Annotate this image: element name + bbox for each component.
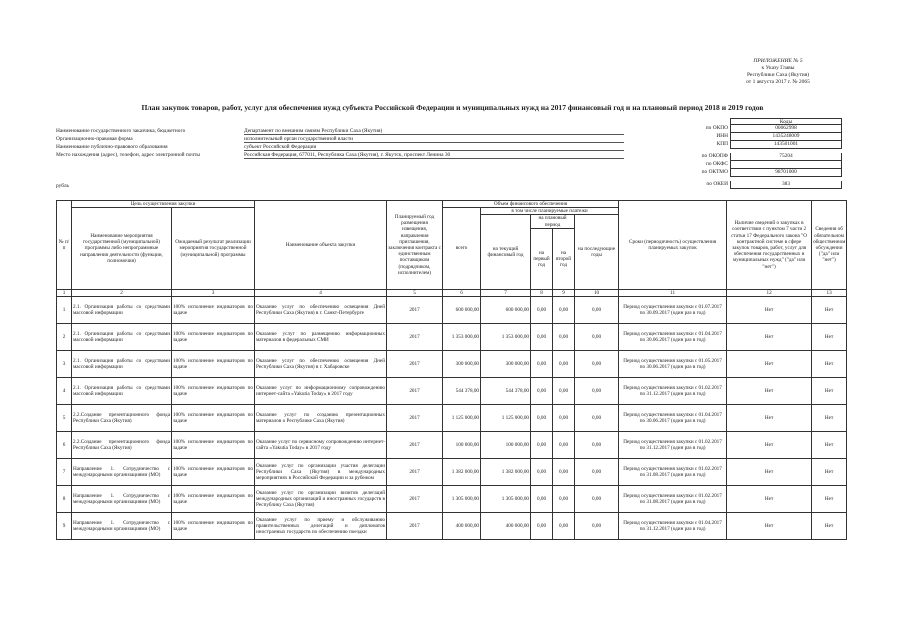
header-total: всего xyxy=(443,208,481,290)
year-cell: 2017 xyxy=(387,350,443,377)
current-year-cell: 1 353 000,00 xyxy=(481,323,531,350)
column-number: 4 xyxy=(255,289,387,296)
later-years-cell: 0,00 xyxy=(575,512,619,539)
total-cell: 600 000,00 xyxy=(443,296,481,323)
program-cell: 2.1. Организация работы со средствами массовой информации xyxy=(72,350,172,377)
code-value: 98701000 xyxy=(730,169,842,177)
object-cell: Оказание услуг по сервисному сопровождению интернет-сайта «Yakutia Today» в 2017 году xyxy=(255,431,387,458)
row-number: 6 xyxy=(57,431,72,458)
later-years-cell: 0,00 xyxy=(575,377,619,404)
current-year-cell: 400 000,00 xyxy=(481,512,531,539)
program-cell: Направление 1. Сотрудничество с международными организациями (МО) xyxy=(72,512,172,539)
document-title: План закупок товаров, работ, услуг для обеспечения нужд субъекта Российской Федерации и муниципальных нужд на 2017 финансовый год и на плановый период 2018 и 2019 годов xyxy=(141,103,764,112)
first-year-cell: 0,00 xyxy=(531,485,553,512)
program-cell: 2.1. Организация работы со средствами массовой информации xyxy=(72,377,172,404)
mandatory-discussion-cell: Нет xyxy=(812,458,847,485)
result-cell: 100% исполнение индикаторов по задаче xyxy=(172,404,255,431)
column-number: 1 xyxy=(57,289,72,296)
current-year-cell: 300 000,00 xyxy=(481,350,531,377)
column-number: 7 xyxy=(481,289,531,296)
table-row xyxy=(57,323,847,350)
object-cell: Оказание услуг по размещению информационных материалов в федеральных СМИ xyxy=(255,323,387,350)
code-label: по ОКПО xyxy=(705,125,728,131)
code-label: КПП xyxy=(716,141,728,147)
header-num: № п/п xyxy=(57,201,72,290)
column-number: 12 xyxy=(727,289,812,296)
program-cell: 2.1. Организация работы со средствами массовой информации xyxy=(72,296,172,323)
code-label: по ОКОПФ xyxy=(701,153,728,159)
second-year-cell: 0,00 xyxy=(553,323,575,350)
first-year-cell: 0,00 xyxy=(531,296,553,323)
header-incl-planned: в том числе планируемые платежи xyxy=(481,208,619,215)
program-cell: Направление 1. Сотрудничество с международными организациями (МО) xyxy=(72,458,172,485)
header-first-year: на первый год xyxy=(531,228,553,289)
public-discussion-cell: Нет xyxy=(727,323,812,350)
mandatory-discussion-cell: Нет xyxy=(812,350,847,377)
appendix-number: ПРИЛОЖЕНИЕ № 5 xyxy=(753,58,803,64)
column-number: 5 xyxy=(387,289,443,296)
table-row xyxy=(57,296,847,323)
second-year-cell: 0,00 xyxy=(553,377,575,404)
result-cell: 100% исполнение индикаторов по задаче xyxy=(172,323,255,350)
code-value xyxy=(730,161,842,169)
first-year-cell: 0,00 xyxy=(531,512,553,539)
info-label: Организационно-правовая форма xyxy=(56,136,133,142)
result-cell: 100% исполнение индикаторов по задаче xyxy=(172,377,255,404)
public-discussion-cell: Нет xyxy=(727,512,812,539)
result-cell: 100% исполнение индикаторов по задаче xyxy=(172,296,255,323)
later-years-cell: 0,00 xyxy=(575,296,619,323)
code-value: 143501001 xyxy=(730,141,842,149)
timing-cell: Период осуществления закупки с 01.02.2017 по 31.12.2017 (один раз в год) xyxy=(619,377,727,404)
program-cell: Направление 1. Сотрудничество с международными организациями (МО) xyxy=(72,485,172,512)
result-cell: 100% исполнение индикаторов по задаче xyxy=(172,431,255,458)
code-row xyxy=(686,133,842,141)
appendix-line: к Указу Главы xyxy=(761,65,795,71)
total-cell: 544 378,00 xyxy=(443,377,481,404)
current-year-cell: 100 000,00 xyxy=(481,431,531,458)
header-later-years: на последующие годы xyxy=(575,215,619,289)
later-years-cell: 0,00 xyxy=(575,431,619,458)
total-cell: 1 305 000,00 xyxy=(443,485,481,512)
public-discussion-cell: Нет xyxy=(727,296,812,323)
total-cell: 1 382 000,00 xyxy=(443,458,481,485)
timing-cell: Период осуществления закупки с 01.04.2017 по 30.06.2017 (один раз в год) xyxy=(619,404,727,431)
program-cell: 2.2.Создание презентационного фонда Республики Саха (Якутия) xyxy=(72,404,172,431)
currency-unit: рубль xyxy=(56,183,70,189)
total-cell: 1 125 000,00 xyxy=(443,404,481,431)
header-year: Планируемый год размещения извещения, направления приглашения, заключения контракта с единственным поставщиком (подрядчиком, исполнителем) xyxy=(387,201,443,290)
column-number: 2 xyxy=(72,289,172,296)
column-number: 6 xyxy=(443,289,481,296)
year-cell: 2017 xyxy=(387,485,443,512)
info-value: субъект Российской Федерации xyxy=(244,144,624,151)
column-number: 11 xyxy=(619,289,727,296)
timing-cell: Период осуществления закупки с 01.07.2017 по 30.09.2017 (один раз в год) xyxy=(619,296,727,323)
result-cell: 100% исполнение индикаторов по задаче xyxy=(172,350,255,377)
code-label: по ОКЕИ xyxy=(706,181,728,187)
public-discussion-cell: Нет xyxy=(727,485,812,512)
total-cell: 100 000,00 xyxy=(443,431,481,458)
mandatory-discussion-cell: Нет xyxy=(812,404,847,431)
mandatory-discussion-cell: Нет xyxy=(812,323,847,350)
current-year-cell: 1 305 000,00 xyxy=(481,485,531,512)
procurement-plan-table xyxy=(56,200,847,540)
object-cell: Оказание услуг по созданию презентационных материалов о Республике Саха (Якутия) xyxy=(255,404,387,431)
first-year-cell: 0,00 xyxy=(531,404,553,431)
code-row xyxy=(686,153,842,161)
mandatory-discussion-cell: Нет xyxy=(812,296,847,323)
code-row xyxy=(686,141,842,149)
mandatory-discussion-cell: Нет xyxy=(812,485,847,512)
code-row xyxy=(686,169,842,177)
appendix-line: Республики Саха (Якутия) xyxy=(746,72,810,78)
info-value: Департамент по внешним связям Республики Саха (Якутия) xyxy=(244,128,624,135)
code-row xyxy=(686,181,842,189)
second-year-cell: 0,00 xyxy=(553,512,575,539)
current-year-cell: 600 000,00 xyxy=(481,296,531,323)
row-number: 9 xyxy=(57,512,72,539)
header-current-year: на текущий финансовый год xyxy=(481,215,531,289)
table-row xyxy=(57,404,847,431)
object-cell: Оказание услуг по обеспечению освещения Дней Республики Саха (Якутия) в г. Санкт-Петербурге xyxy=(255,296,387,323)
first-year-cell: 0,00 xyxy=(531,350,553,377)
first-year-cell: 0,00 xyxy=(531,377,553,404)
object-cell: Оказание услуг по информационному сопровождению интернет-сайта «Yakutia Today» в 2017 году xyxy=(255,377,387,404)
public-discussion-cell: Нет xyxy=(727,458,812,485)
header-object: Наименование объекта закупки xyxy=(255,201,387,290)
second-year-cell: 0,00 xyxy=(553,404,575,431)
second-year-cell: 0,00 xyxy=(553,431,575,458)
object-cell: Оказание услуг по организации визитов делегаций международных организаций и иностранных государств в Республику Саха (Якутия) xyxy=(255,485,387,512)
column-number: 8 xyxy=(531,289,553,296)
year-cell: 2017 xyxy=(387,404,443,431)
table-row xyxy=(57,377,847,404)
program-cell: 2.1. Организация работы со средствами массовой информации xyxy=(72,323,172,350)
info-value: Российская Федерация, 677011, Республика Саха (Якутия), г. Якутск, проспект Ленина 30 xyxy=(244,152,624,159)
row-number: 1 xyxy=(57,296,72,323)
year-cell: 2017 xyxy=(387,458,443,485)
timing-cell: Период осуществления закупки с 01.02.2017 по 31.08.2017 (один раз в год) xyxy=(619,485,727,512)
timing-cell: Период осуществления закупки с 01.04.2017 по 31.12.2017 (один раз в год) xyxy=(619,512,727,539)
code-label: по ОКФС xyxy=(705,161,728,167)
total-cell: 1 353 000,00 xyxy=(443,323,481,350)
total-cell: 400 000,00 xyxy=(443,512,481,539)
total-cell: 300 000,00 xyxy=(443,350,481,377)
later-years-cell: 0,00 xyxy=(575,458,619,485)
code-label: ИНН xyxy=(716,133,728,139)
table-row xyxy=(57,458,847,485)
result-cell: 100% исполнение индикаторов по задаче xyxy=(172,458,255,485)
codes-header: Коды xyxy=(730,118,842,125)
timing-cell: Период осуществления закупки с 01.04.2017 по 30.06.2017 (один раз в год) xyxy=(619,323,727,350)
row-number: 8 xyxy=(57,485,72,512)
later-years-cell: 0,00 xyxy=(575,485,619,512)
code-value: 383 xyxy=(730,181,842,189)
header-goal: Цель осуществления закупки xyxy=(72,201,255,208)
object-cell: Оказание услуг по приему и обслуживанию правительственных делегаций и дипломатов иностранных государств по обеспечению поездки xyxy=(255,512,387,539)
info-value: исполнительный орган государственной власти xyxy=(244,136,624,143)
row-number: 7 xyxy=(57,458,72,485)
info-label: Наименование публично-правового образования xyxy=(56,144,168,150)
header-second-year: на второй год xyxy=(553,228,575,289)
current-year-cell: 1 382 000,00 xyxy=(481,458,531,485)
table-row xyxy=(57,485,847,512)
code-row xyxy=(686,125,842,133)
row-number: 5 xyxy=(57,404,72,431)
timing-cell: Период осуществления закупки с 01.05.2017 по 30.06.2017 (один раз в год) xyxy=(619,350,727,377)
appendix-stamp xyxy=(718,58,838,86)
program-cell: 2.2.Создание презентационного фонда Республики Саха (Якутия) xyxy=(72,431,172,458)
code-label: по ОКТМО xyxy=(701,169,728,175)
public-discussion-cell: Нет xyxy=(727,377,812,404)
code-value: 75204 xyxy=(730,153,842,161)
first-year-cell: 0,00 xyxy=(531,323,553,350)
public-discussion-cell: Нет xyxy=(727,404,812,431)
later-years-cell: 0,00 xyxy=(575,323,619,350)
header-result: Ожидаемый результат реализации мероприятия государственной (муниципальной) программы xyxy=(172,208,255,290)
object-cell: Оказание услуг по организации участия делегации Республики Саха (Якутия) в международных мероприятиях в Российской Федерации и за рубежом xyxy=(255,458,387,485)
row-number: 4 xyxy=(57,377,72,404)
table-row xyxy=(57,512,847,539)
later-years-cell: 0,00 xyxy=(575,404,619,431)
year-cell: 2017 xyxy=(387,323,443,350)
header-program: Наименование мероприятия государственной (муниципальной) программы либо непрограммные направления деятельности (функции, полномочия) xyxy=(72,208,172,290)
public-discussion-cell: Нет xyxy=(727,350,812,377)
appendix-date: от 1 августа 2017 г. № 2065 xyxy=(746,79,810,85)
column-number: 13 xyxy=(812,289,847,296)
code-row xyxy=(686,161,842,169)
code-value: 1435248009 xyxy=(730,133,842,141)
result-cell: 100% исполнение индикаторов по задаче xyxy=(172,485,255,512)
column-number: 10 xyxy=(575,289,619,296)
year-cell: 2017 xyxy=(387,377,443,404)
code-value: 00062998 xyxy=(730,125,842,133)
row-number: 2 xyxy=(57,323,72,350)
mandatory-discussion-cell: Нет xyxy=(812,431,847,458)
current-year-cell: 544 378,00 xyxy=(481,377,531,404)
second-year-cell: 0,00 xyxy=(553,296,575,323)
header-public-discussion: Наличие сведений о закупках в соответствии с пунктом 7 части 2 статьи 17 Федерального закона "О контрактной системе в сфере закупок товаров, работ, услуг для обеспечения государственных и муниципальных нужд" ("да" или "нет") xyxy=(727,201,812,290)
table-row xyxy=(57,431,847,458)
current-year-cell: 1 125 000,00 xyxy=(481,404,531,431)
header-planned-period: на плановый период xyxy=(531,215,575,228)
header-funding: Объем финансового обеспечения xyxy=(443,201,619,208)
header-timing: Сроки (периодичность) осуществления планируемых закупок xyxy=(619,201,727,290)
table-row xyxy=(57,350,847,377)
column-number: 3 xyxy=(172,289,255,296)
first-year-cell: 0,00 xyxy=(531,431,553,458)
row-number: 3 xyxy=(57,350,72,377)
second-year-cell: 0,00 xyxy=(553,458,575,485)
later-years-cell: 0,00 xyxy=(575,350,619,377)
timing-cell: Период осуществления закупки с 01.02.2017 по 31.08.2017 (один раз в год) xyxy=(619,458,727,485)
timing-cell: Период осуществления закупки с 01.02.2017 по 31.12.2017 (один раз в год) xyxy=(619,431,727,458)
info-label: Наименование государственного заказчика, бюджетного xyxy=(56,128,186,134)
year-cell: 2017 xyxy=(387,512,443,539)
year-cell: 2017 xyxy=(387,431,443,458)
second-year-cell: 0,00 xyxy=(553,485,575,512)
year-cell: 2017 xyxy=(387,296,443,323)
result-cell: 100% исполнение индикаторов по задаче xyxy=(172,512,255,539)
info-label: Место нахождения (адрес), телефон, адрес электронной почты xyxy=(56,152,201,158)
mandatory-discussion-cell: Нет xyxy=(812,377,847,404)
second-year-cell: 0,00 xyxy=(553,350,575,377)
column-number: 9 xyxy=(553,289,575,296)
first-year-cell: 0,00 xyxy=(531,458,553,485)
header-mandatory-discussion: Сведения об обязательном общественном обсуждении ("да" или "нет") xyxy=(812,201,847,290)
public-discussion-cell: Нет xyxy=(727,431,812,458)
mandatory-discussion-cell: Нет xyxy=(812,512,847,539)
object-cell: Оказание услуг по обеспечению освещения Дней Республики Саха (Якутия) в г. Хабаровске xyxy=(255,350,387,377)
